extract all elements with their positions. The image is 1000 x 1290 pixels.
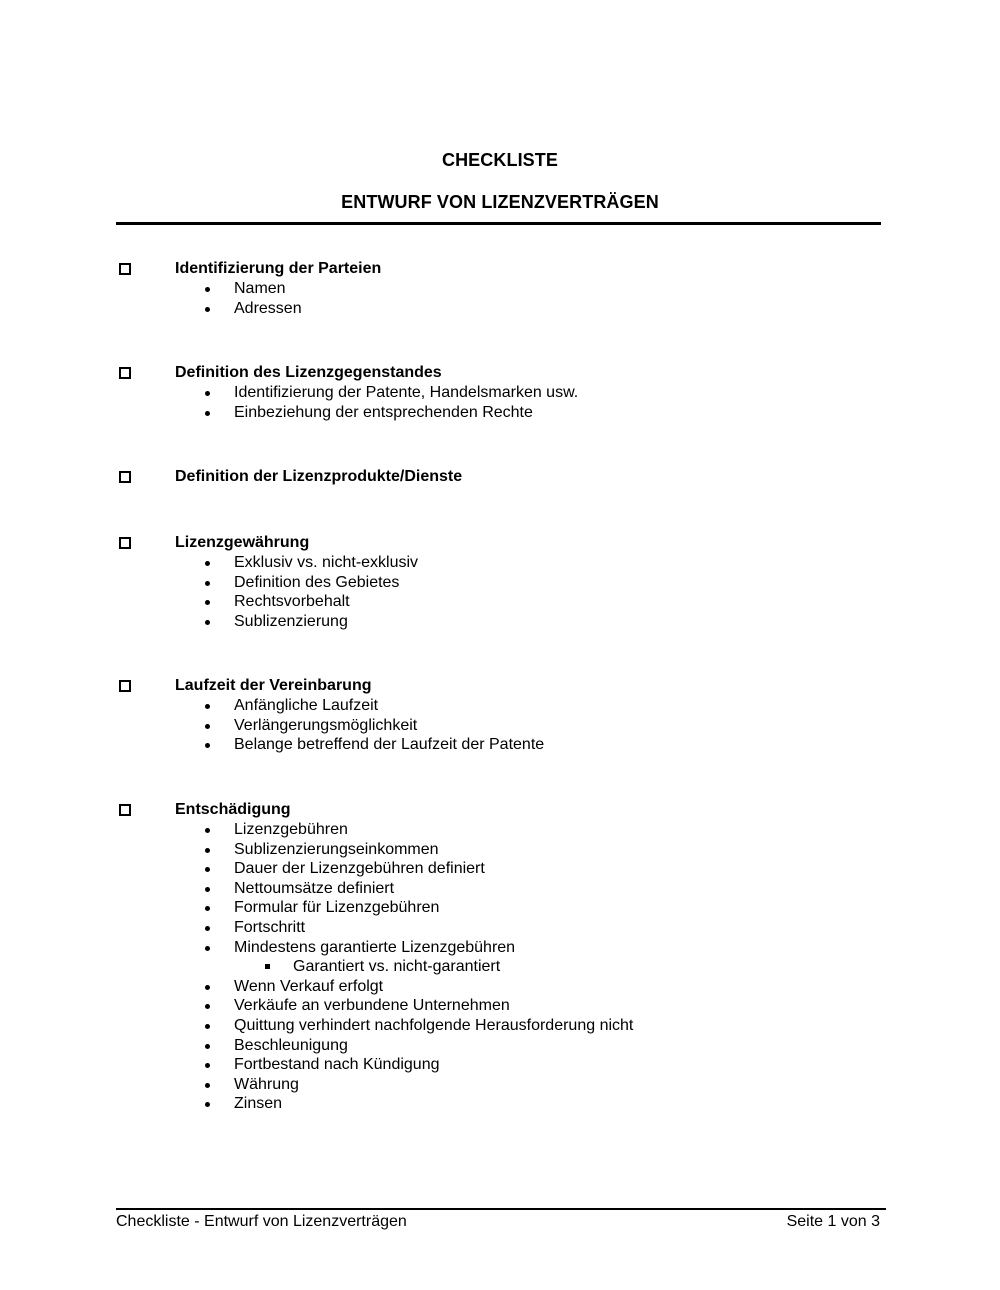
section-heading: Definition des Lizenzgegenstandes <box>175 364 442 381</box>
header-divider <box>116 222 881 225</box>
bullet-icon <box>205 561 210 566</box>
checkbox[interactable] <box>119 263 131 275</box>
bullet-icon <box>205 581 210 586</box>
section-heading: Lizenzgewährung <box>175 534 310 551</box>
bullet-icon <box>205 620 210 625</box>
bullet-icon <box>205 287 210 292</box>
footer-document-name: Checkliste - Entwurf von Lizenzverträgen <box>116 1213 407 1230</box>
bullet-icon <box>205 411 210 416</box>
checkbox[interactable] <box>119 804 131 816</box>
bullet-icon <box>205 1044 210 1049</box>
section-heading: Definition der Lizenzprodukte/Dienste <box>175 468 463 485</box>
bullet-icon <box>205 724 210 729</box>
bullet-icon <box>205 391 210 396</box>
bullet-icon <box>205 1083 210 1088</box>
checkbox[interactable] <box>119 680 131 692</box>
bullet-icon <box>205 887 210 892</box>
footer-divider <box>116 1208 886 1210</box>
section-heading: Laufzeit der Vereinbarung <box>175 677 372 694</box>
bullet-icon <box>205 848 210 853</box>
document-page: CHECKLISTE ENTWURF VON LIZENZVERTRÄGEN Identifizierung der Parteien Namen Adressen Definition des Lizenzgegenstandes Identifizierung der Patente, Handelsmarken usw. Einbeziehung der entsprechenden Rechte Definition der Lizenzprodukte/Dienste Lizenzgewährung Exklusiv vs. nicht-exklusiv Definition des Gebietes Rechtsvorbehalt Sublizenzierung Laufzeit der Vereinbarung Anfängliche Laufzeit Verlängerungsmöglichkeit Belange betreffend der Laufzeit der Patente Entschädigung Lizenzgebühren Sublizenzierungseinkommen Dauer der Lizenzgebühren definiert Nettoumsätze definiert Formular für Lizenzgebühren Fortschritt Mindestens garantierte Lizenzgebühren Garantiert vs. nicht-garantiert Wenn Verkauf erfolgt Verkäufe an verbundene Unternehmen Quittung verhindert nachfolgende Herausforderung nicht Beschleunigung Fortbestand nach Kündigung Währung Zinsen Checkliste - Entwurf von Lizenzverträgen Seite 1 von 3 <box>0 0 1000 1290</box>
bullet-icon <box>205 743 210 748</box>
bullet-icon <box>205 828 210 833</box>
square-bullet-icon <box>265 964 270 969</box>
document-subtitle: ENTWURF VON LIZENZVERTRÄGEN <box>341 192 659 212</box>
bullet-icon <box>205 600 210 605</box>
bullet-icon <box>205 1004 210 1009</box>
bullet-icon <box>205 1102 210 1107</box>
section-heading: Identifizierung der Parteien <box>175 260 382 277</box>
bullet-icon <box>205 906 210 911</box>
bullet-icon <box>205 1063 210 1068</box>
checkbox[interactable] <box>119 367 131 379</box>
document-title: CHECKLISTE <box>441 150 558 170</box>
bullet-icon <box>205 985 210 990</box>
footer-page-number: Seite 1 von 3 <box>786 1213 880 1230</box>
bullet-icon <box>205 704 210 709</box>
bullet-icon <box>205 946 210 951</box>
checkbox[interactable] <box>119 537 131 549</box>
bullet-icon <box>205 926 210 931</box>
bullet-icon <box>205 307 210 312</box>
bullet-icon <box>205 1024 210 1029</box>
section-heading: Entschädigung <box>175 801 291 818</box>
checkbox[interactable] <box>119 471 131 483</box>
bullet-icon <box>205 867 210 872</box>
